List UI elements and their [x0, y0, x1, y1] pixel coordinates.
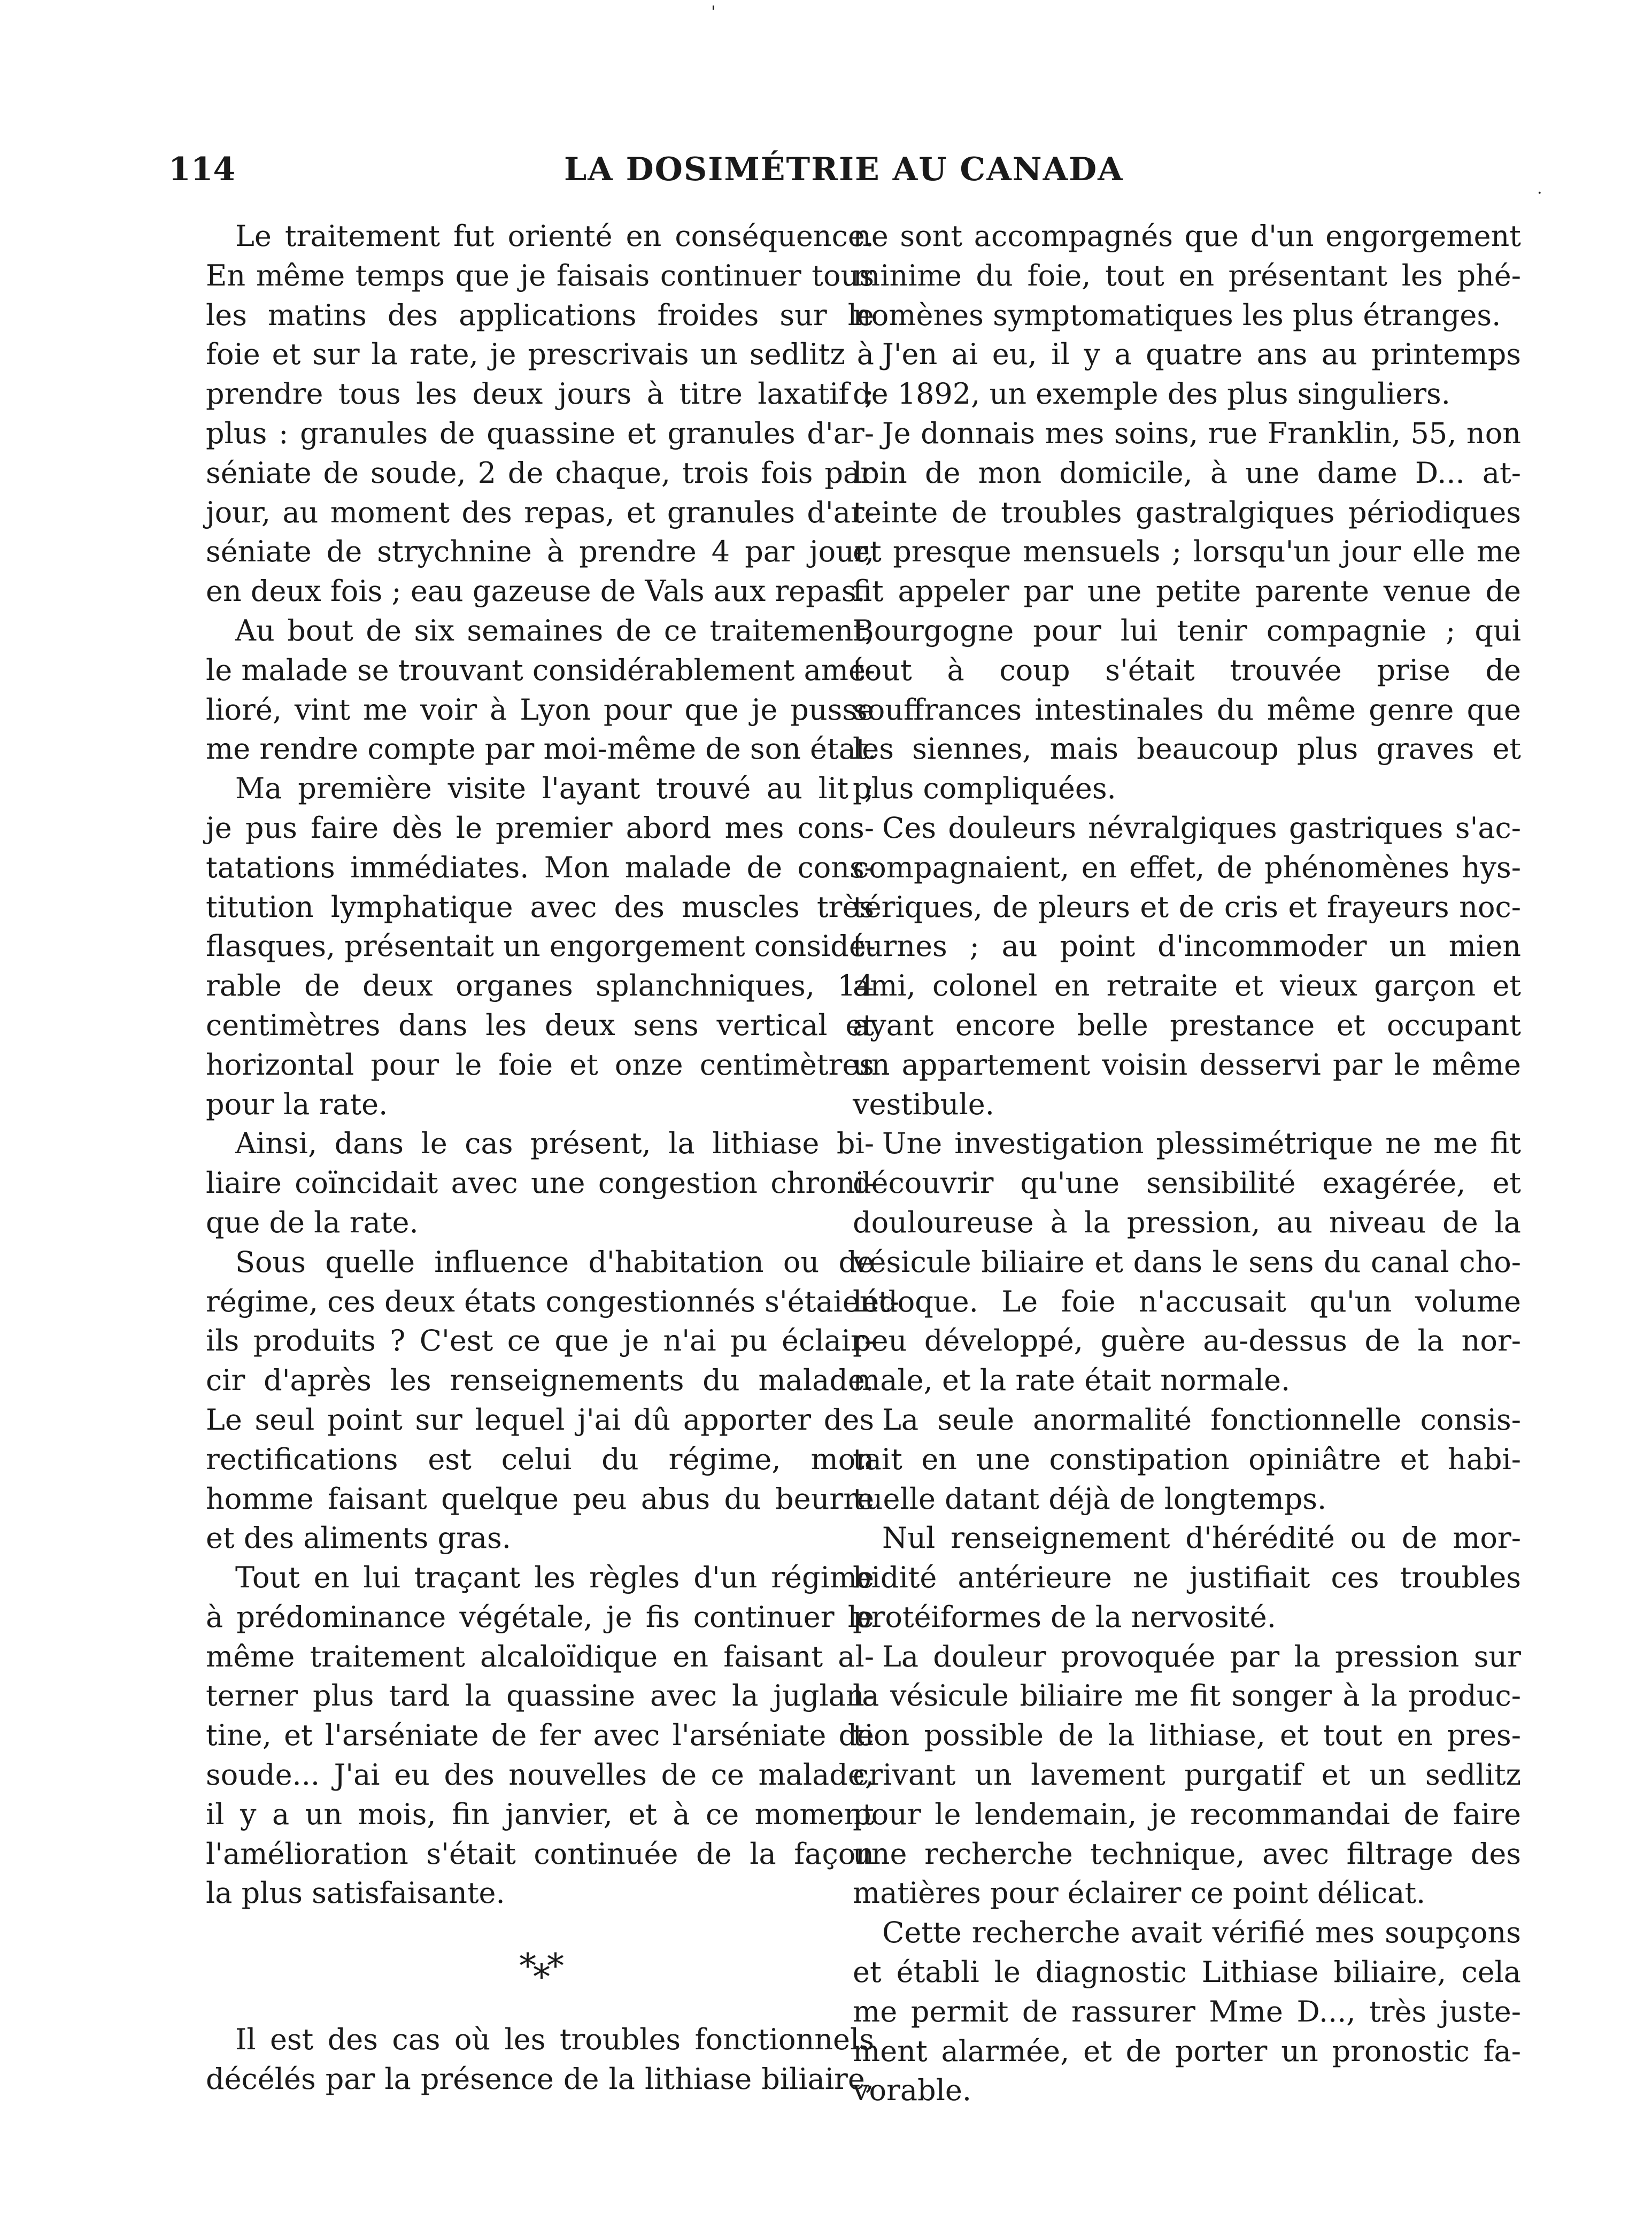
- text-line: le malade se trouvant considérablement amé-: [206, 653, 876, 687]
- text-line: horizontal pour le foie et onze centimètres: [206, 1047, 874, 1082]
- text-line: souffrances intestinales du même genre que: [853, 692, 1521, 727]
- text-line: tuelle datant déjà de longtemps.: [853, 1482, 1327, 1516]
- text-line: Ainsi, dans le cas présent, la lithiase bi-: [235, 1127, 874, 1161]
- text-line: homme faisant quelque peu abus du beurre: [206, 1482, 874, 1516]
- text-line: Tout en lui traçant les règles d'un régime: [235, 1561, 874, 1595]
- left-column: [206, 217, 900, 2099]
- text-line: et presque mensuels ; lorsqu'un jour elle me: [853, 535, 1521, 569]
- text-line: vésicule biliaire et dans le sens du canal cho-: [853, 1245, 1521, 1279]
- text-line: décélés par la présence de la lithiase biliaire,: [206, 2062, 874, 2096]
- text-line: et établi le diagnostic Lithiase biliaire, cela: [853, 1955, 1521, 1989]
- text-line: En même temps que je faisais continuer tous: [206, 258, 874, 292]
- text-line: à prédominance végétale, je fis continuer le: [206, 1600, 874, 1634]
- text-line: un appartement voisin desservi par le même: [853, 1047, 1521, 1082]
- text-line: tion possible de la lithiase, et tout en pres-: [853, 1718, 1521, 1753]
- text-line: plus compliquées.: [853, 771, 1116, 806]
- text-line: jour, au moment des repas, et granules d'ar-: [206, 495, 874, 529]
- text-line: l'amélioration s'était continuée de la façon: [206, 1837, 874, 1871]
- text-line: Ces douleurs névralgiques gastriques s'ac-: [882, 811, 1521, 845]
- text-line: tait en une constipation opiniâtre et habi-: [853, 1442, 1521, 1476]
- text-line: crivant un lavement purgatif et un sedlitz: [853, 1758, 1521, 1792]
- text-line: ils produits ? C'est ce que je n'ai pu éclair-: [206, 1324, 874, 1358]
- text-line: lioré, vint me voir à Lyon pour que je pusse: [206, 692, 874, 727]
- right-column: [853, 217, 1521, 2110]
- text-line: douloureuse à la pression, au niveau de la: [853, 1205, 1521, 1239]
- text-line: séniate de strychnine à prendre 4 par jour,: [206, 535, 874, 569]
- text-line: liaire coïncidait avec une congestion chroni-: [206, 1166, 874, 1200]
- text-line: minime du foie, tout en présentant les phé-: [853, 258, 1521, 292]
- text-line: que de la rate.: [206, 1205, 419, 1239]
- text-line: en deux fois ; eau gazeuse de Vals aux repas.: [206, 574, 866, 608]
- page-header: [168, 151, 1532, 199]
- text-line: les siennes, mais beaucoup plus graves et: [853, 732, 1521, 766]
- text-line: terner plus tard la quassine avec la juglan-: [206, 1679, 874, 1713]
- text-line: et des aliments gras.: [206, 1521, 511, 1555]
- text-line: fit appeler par une petite parente venue de: [853, 574, 1521, 608]
- text-line: rable de deux organes splanchniques, 14: [206, 969, 874, 1003]
- text-line: ment alarmée, et de porter un pronostic fa-: [853, 2034, 1521, 2068]
- text-line: titution lymphatique avec des muscles très: [206, 890, 874, 924]
- text-line: une recherche technique, avec filtrage des: [853, 1837, 1521, 1871]
- text-line: cir d'après les renseignements du malade.: [206, 1363, 874, 1398]
- text-line: tatations immédiates. Mon malade de cons-: [206, 850, 874, 884]
- text-line: rectifications est celui du régime, mon: [206, 1442, 874, 1476]
- text-line: Au bout de six semaines de ce traitement,: [235, 613, 874, 647]
- text-line: flasques, présentait un engorgement considé-: [206, 929, 876, 963]
- text-line: loin de mon domicile, à une dame D... at-: [853, 456, 1521, 490]
- text-line: tine, et l'arséniate de fer avec l'arséniate de: [206, 1718, 874, 1753]
- text-line: foie et sur la rate, je prescrivais un sedlitz à: [206, 337, 874, 372]
- text-line: me rendre compte par moi-même de son état.: [206, 732, 877, 766]
- text-line: vorable.: [853, 2073, 971, 2108]
- text-line: la plus satisfaisante.: [206, 1876, 505, 1910]
- text-line: je pus faire dès le premier abord mes cons-: [206, 811, 874, 845]
- text-line: tout à coup s'était trouvée prise de: [853, 653, 1521, 687]
- section-ornament: *⁎*: [519, 1947, 561, 1987]
- text-line: La douleur provoquée par la pression sur: [882, 1639, 1521, 1673]
- text-line: Cette recherche avait vérifié mes soupçons: [882, 1916, 1521, 1950]
- text-line: découvrir qu'une sensibilité exagérée, et: [853, 1166, 1521, 1200]
- text-line: prendre tous les deux jours à titre laxatif ;: [206, 377, 874, 411]
- text-line: peu développé, guère au-dessus de la nor-: [853, 1324, 1521, 1358]
- running-title: LA DOSIMÉTRIE AU CANADA: [564, 151, 1124, 188]
- text-line: ayant encore belle prestance et occupant: [853, 1008, 1521, 1042]
- text-line: J'en ai eu, il y a quatre ans au printemps: [882, 337, 1521, 372]
- text-line: régime, ces deux états congestionnés s'étaient-: [206, 1284, 900, 1318]
- text-line: plus : granules de quassine et granules d'ar-: [206, 416, 874, 450]
- text-line: ne sont accompagnés que d'un engorgement: [853, 219, 1521, 253]
- text-line: lédoque. Le foie n'accusait qu'un volume: [853, 1284, 1521, 1318]
- text-line: Ma première visite l'ayant trouvé au lit ;: [235, 771, 874, 806]
- text-line: turnes ; au point d'incommoder un mien: [853, 929, 1521, 963]
- stray-mark-top: ': [711, 3, 716, 21]
- text-line: compagnaient, en effet, de phénomènes hys-: [853, 850, 1521, 884]
- text-line: Le traitement fut orienté en conséquence.: [235, 219, 874, 253]
- text-line: la vésicule biliaire me fit songer à la produc-: [853, 1679, 1521, 1713]
- text-line: soude... J'ai eu des nouvelles de ce malade,: [206, 1758, 874, 1792]
- text-line: teinte de troubles gastralgiques périodiques: [853, 495, 1521, 529]
- text-line: pour le lendemain, je recommandai de faire: [853, 1797, 1521, 1831]
- text-line: La seule anormalité fonctionnelle consis-: [882, 1402, 1521, 1437]
- text-line: Nul renseignement d'hérédité ou de mor-: [882, 1521, 1521, 1555]
- text-line: matières pour éclairer ce point délicat.: [853, 1876, 1426, 1910]
- text-line: de 1892, un exemple des plus singuliers.: [853, 377, 1450, 411]
- text-line: tériques, de pleurs et de cris et frayeurs noc-: [853, 890, 1521, 924]
- page-number: 114: [168, 151, 236, 188]
- text-line: pour la rate.: [206, 1087, 388, 1121]
- text-line: bidité antérieure ne justifiait ces troubles: [853, 1561, 1521, 1595]
- text-line: il y a un mois, fin janvier, et à ce moment: [206, 1797, 874, 1831]
- text-line: Une investigation plessimétrique ne me fit: [882, 1127, 1521, 1161]
- text-line: vestibule.: [853, 1087, 994, 1121]
- text-line: Je donnais mes soins, rue Franklin, 55, non: [882, 416, 1521, 450]
- text-line: Bourgogne pour lui tenir compagnie ; qui: [853, 613, 1521, 647]
- text-line: Le seul point sur lequel j'ai dû apporter des: [206, 1402, 874, 1437]
- text-line: male, et la rate était normale.: [853, 1363, 1291, 1398]
- text-line: protéiformes de la nervosité.: [853, 1600, 1276, 1634]
- text-line: les matins des applications froides sur le: [206, 298, 874, 332]
- text-line: séniate de soude, 2 de chaque, trois fois par: [206, 456, 874, 490]
- stray-mark-right: .: [1537, 179, 1542, 198]
- text-line: nomènes symptomatiques les plus étranges.: [853, 298, 1501, 332]
- text-line: me permit de rassurer Mme D..., très juste-: [853, 1994, 1521, 2028]
- text-line: Sous quelle influence d'habitation ou de: [235, 1245, 874, 1279]
- text-line: même traitement alcaloïdique en faisant al-: [206, 1639, 874, 1673]
- text-line: centimètres dans les deux sens vertical et: [206, 1008, 874, 1042]
- text-line: Il est des cas où les troubles fonctionnels: [235, 2023, 874, 2057]
- text-line: ami, colonel en retraite et vieux garçon et: [853, 969, 1521, 1003]
